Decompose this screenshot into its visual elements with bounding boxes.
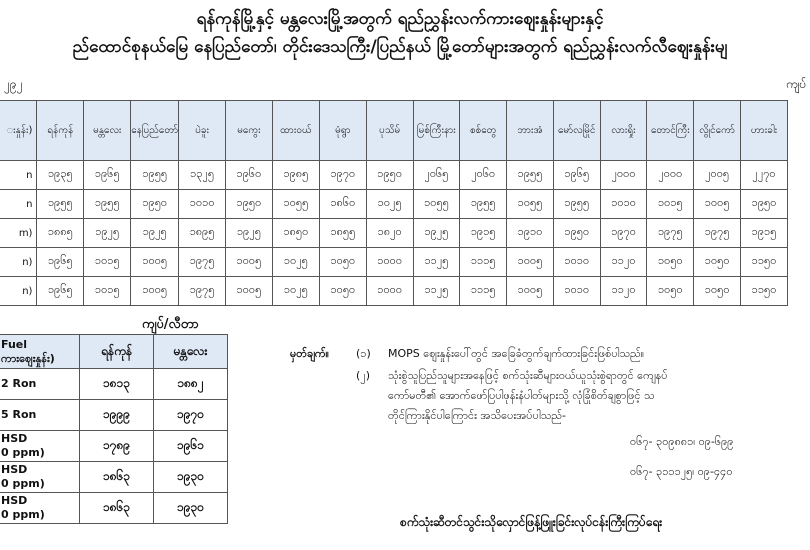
price-cell: ၁၀၀၅ [131,277,179,306]
note-number: (၂) [356,369,370,382]
price-cell: ၁၀၁၀ [553,248,600,277]
note-2-line3: တိုင်ကြားနိုင်ပါကြောင်း အသိပေးအပ်ပါသည်- [388,409,566,422]
price-cell: ၁၀၀၅ [694,190,741,219]
price-cell: ၁၉၅၅ [507,161,554,190]
note-2-line2: ကော်မတီ၏ အောက်ဖော်ပြပါဖုန်းနံပါတ်များသို့ လုံခြုံစိတ်ချစွာဖြင့် သ [388,389,655,402]
price-cell: ၁၈၅၅ [319,219,366,248]
price-cell: ၁၀၅၀ [647,248,694,277]
price-cell: ၁၀၁၅ [647,190,694,219]
fuel-price-cell: ၁၉၃၀ [154,462,228,493]
price-cell: ၁၉၆၀ [226,161,273,190]
price-cell: ၁၀၀၅ [226,248,273,277]
price-cell: ၁၉၁၅ [741,219,788,248]
price-cell: ၁၈၅၀ [272,219,319,248]
price-cell: ၁၀၁၀ [179,190,226,219]
price-cell: ၁၉၆၅ [37,248,84,277]
price-cell: ၁၀၁၅ [84,277,131,306]
price-cell: ၁၈၂၀ [366,219,413,248]
notes-section [290,344,810,482]
price-cell: ၁၈၆၀ [319,190,366,219]
fuel-type-cell [0,462,80,493]
price-cell: ၁၁၂၅ [413,277,460,306]
fuel-type-line2: 0 ppm) [1,477,45,490]
city-header: လွိုင်ကော် [694,101,741,161]
fuel-row [0,462,228,493]
fuel-type-line2: 0 ppm) [1,508,45,521]
city-header: စစ်တွေ [460,101,507,161]
price-cell: ၁၁၁၅ [460,248,507,277]
price-cell: ၁၉၅၀ [366,161,413,190]
fuel-table-header-row [0,335,228,369]
price-cell: ၁၉၆၅ [37,277,84,306]
price-cell: ၁၀၀၀ [366,277,413,306]
price-cell: ၁၉၆၅ [553,161,600,190]
fuel-city-header: ရန်ကုန် [80,335,154,369]
price-cell: ၁၉၅၅ [553,190,600,219]
price-cell: ၁၉၅၀ [741,190,788,219]
price-cell: ၁၉၂၅ [131,219,179,248]
fuel-price-cell: ၁၈၁၃ [80,369,154,400]
price-row [0,248,788,277]
fuel-type-line1: HSD [1,432,28,445]
city-header: နေပြည်တော် [131,101,179,161]
fuel-row [0,431,228,462]
city-header: မြစ်ကြီးနား [413,101,460,161]
price-cell: ၁၀၂၅ [366,190,413,219]
fuel-type-cell: m) [0,219,37,248]
price-cell: ၁၁၅၀ [741,277,788,306]
price-cell: ၁၉၅၀ [226,190,273,219]
price-cell: ၁၉၅၅ [84,190,131,219]
city-header: တောင်ကြီး [647,101,694,161]
price-cell: ၁၉၇၅ [694,219,741,248]
fuel-price-cell: ၁၈၆၃ [80,493,154,524]
fuel-type-line2: 0 ppm) [1,446,45,459]
city-header: မော်လမြိုင် [553,101,600,161]
price-cell: ၁၉၂၅ [413,219,460,248]
fuel-price-cell: ၁၉၇၀ [154,400,228,431]
doc-ref-number: ၂၉၂ [4,77,23,91]
fuel-row [0,493,228,524]
price-table-header-row [0,101,788,161]
price-cell: ၂၀၆၅ [413,161,460,190]
city-header: ထားဝယ် [272,101,319,161]
price-cell: ၂၀၆၀ [460,161,507,190]
price-cell: ၂၂၇၀ [741,161,788,190]
price-cell: ၁၉၂၅ [226,219,273,248]
fuel-type-cell [0,431,80,462]
fuel-type-cell: n [0,190,37,219]
price-cell: ၁၁၂၅ [413,248,460,277]
fuel-type-line1: 5 Ron [1,408,37,421]
fuel-type-line1: HSD [1,494,28,507]
price-cell: ၁၉၂၅ [84,219,131,248]
price-row [0,190,788,219]
wholesale-fuel-table [0,334,228,524]
issuer-signature: စက်သုံးဆီတင်သွင်းသိုလှောင်ဖြန့်ဖြူးခြင်းလုပ်ငန်းကြီးကြပ်ရေး [400,515,663,529]
fuel-header-line1: Fuel [1,337,28,351]
currency-unit: ကျပ် [785,77,806,91]
price-cell: ၁၉၁၀ [507,219,554,248]
complaint-phone-2: ၀၆၇- ၃၁၁၁၂၅၊ ၀၉-၄၄၀ [630,465,733,478]
city-header: ဘားအံ [507,101,554,161]
city-header: မကွေး [226,101,273,161]
price-cell: ၁၉၇၅ [179,277,226,306]
fuel-type-header [0,335,80,369]
price-cell: ၁၉၅၅ [37,190,84,219]
price-row [0,161,788,190]
price-cell: ၁၀၀၅ [507,248,554,277]
city-header: ပုသိမ် [366,101,413,161]
fuel-unit-label: ကျပ်/လီတာ [142,317,199,332]
complaint-phone-1: ၀၆၇- ၃၀၉၈၈၁၊ ၀၉-၆၉၉ [630,435,734,448]
price-row [0,219,788,248]
fuel-row [0,400,228,431]
fuel-price-cell: ၁၇၈၉ [80,431,154,462]
price-cell: ၁၉၇၅ [179,248,226,277]
note-text: MOPS ဈေးနှုန်းပေါ်တွင် အခြေခံတွက်ချက်ထားခြင်းဖြစ်ပါသည်။ [388,347,645,360]
price-cell: ၁၀၂၅ [272,248,319,277]
price-cell: ၁၉၇၀ [600,219,647,248]
price-cell: ၂၀၀၀ [647,161,694,190]
price-cell: ၁၉၈၅ [272,161,319,190]
price-cell: ၁၃၂၅ [179,161,226,190]
regional-price-table [0,100,788,306]
fuel-type-cell: n) [0,277,37,306]
price-cell: ၁၀၅၅ [507,190,554,219]
fuel-type-line1: HSD [1,463,28,476]
price-cell: ၁၁၁၅ [460,277,507,306]
city-header: မုံရွာ [319,101,366,161]
price-cell: ၁၉၁၅ [460,219,507,248]
note-number: (၁) [356,347,371,360]
price-cell: ၁၀၅၅ [413,190,460,219]
price-cell: ၁၉၅၀ [131,190,179,219]
fuel-price-cell: ၁၉၉၉ [80,400,154,431]
note-2 [290,366,810,386]
fuel-type-cell: n) [0,248,37,277]
price-row [0,277,788,306]
price-cell: ၁၀၀၅ [226,277,273,306]
price-cell: ၁၀၅၀ [694,277,741,306]
price-cell: ၁၀၀၀ [366,248,413,277]
fuel-header-line2: ကားဈေးနှုန်း) [1,351,55,365]
note-1 [290,344,810,364]
price-cell: ၁၉၆၅ [84,161,131,190]
price-cell: ၁၀၅၀ [694,248,741,277]
price-cell: ၁၉၅၀ [553,219,600,248]
city-header: ပဲခူး [179,101,226,161]
fuel-price-cell: ၁၈၈၂ [154,369,228,400]
price-cell: ၁၁၅၀ [741,248,788,277]
price-cell: ၂၀၀၀ [600,161,647,190]
price-cell: ၁၁၂၀ [600,248,647,277]
doc-title-line2: ည်ထောင်စုနယ်မြေ နေပြည်တော်၊ တိုင်းဒေသကြီး/ပြည်နယ် မြို့တော်များအတွက် ရည်ညွှန်းလက်လီဈေးနှုန်းမျ [72,37,728,57]
price-cell: ၁၀၅၀ [647,277,694,306]
price-cell: ၁၉၃၅ [37,161,84,190]
fuel-city-header: မန္တလေး [154,335,228,369]
note-text: သုံးစွဲသူပြည်သူများအနေဖြင့် စက်သုံးဆီများဝယ်ယူသုံးစွဲရာတွင် ကျေနပ် [388,369,668,382]
fuel-type-cell: n [0,161,37,190]
price-cell: ၁၁၂၀ [600,277,647,306]
fuel-type-cell [0,493,80,524]
price-cell: ၁၀၅၀ [319,277,366,306]
fuel-type-cell [0,369,80,400]
city-header: မန္တလေး [84,101,131,161]
city-header: လားရှိုး [600,101,647,161]
city-header: ဟားခါး [741,101,788,161]
fuel-price-cell: ၁၈၆၃ [80,462,154,493]
price-cell: ၁၀၂၅ [272,277,319,306]
city-header: ရန်ကုန် [37,101,84,161]
price-cell: ၁၉၇၀ [319,161,366,190]
fuel-row [0,369,228,400]
notes-label: မှတ်ချက်။ [290,347,330,360]
fuel-price-cell: ၁၉၃၀ [154,493,228,524]
price-cell: ၁၀၁၅ [84,248,131,277]
price-cell: ၁၀၅၅ [272,190,319,219]
price-cell: ၁၀၁၀ [600,190,647,219]
price-cell: ၁၉၅၅ [131,161,179,190]
price-cell: ၁၀၅၀ [319,248,366,277]
doc-title-line1: ရန်ကုန်မြို့နှင့် မန္တလေးမြို့အတွက် ရည်ညွှန်းလက်ကားဈေးနှုန်းများနှင့် [196,9,604,29]
price-cell: ၂၀၀၅ [694,161,741,190]
price-table-corner: းနှုန်း) [0,101,37,161]
fuel-type-line1: 2 Ron [1,377,37,390]
price-cell: ၁၀၀၅ [131,248,179,277]
price-cell: ၁၀၁၀ [553,277,600,306]
price-cell: ၁၉၅၅ [460,190,507,219]
fuel-type-cell [0,400,80,431]
fuel-price-cell: ၁၉၆၁ [154,431,228,462]
price-cell: ၁၈၈၅ [37,219,84,248]
price-cell: ၁၉၇၅ [647,219,694,248]
price-cell: ၁၀၀၅ [507,277,554,306]
price-cell: ၁၈၉၅ [179,219,226,248]
